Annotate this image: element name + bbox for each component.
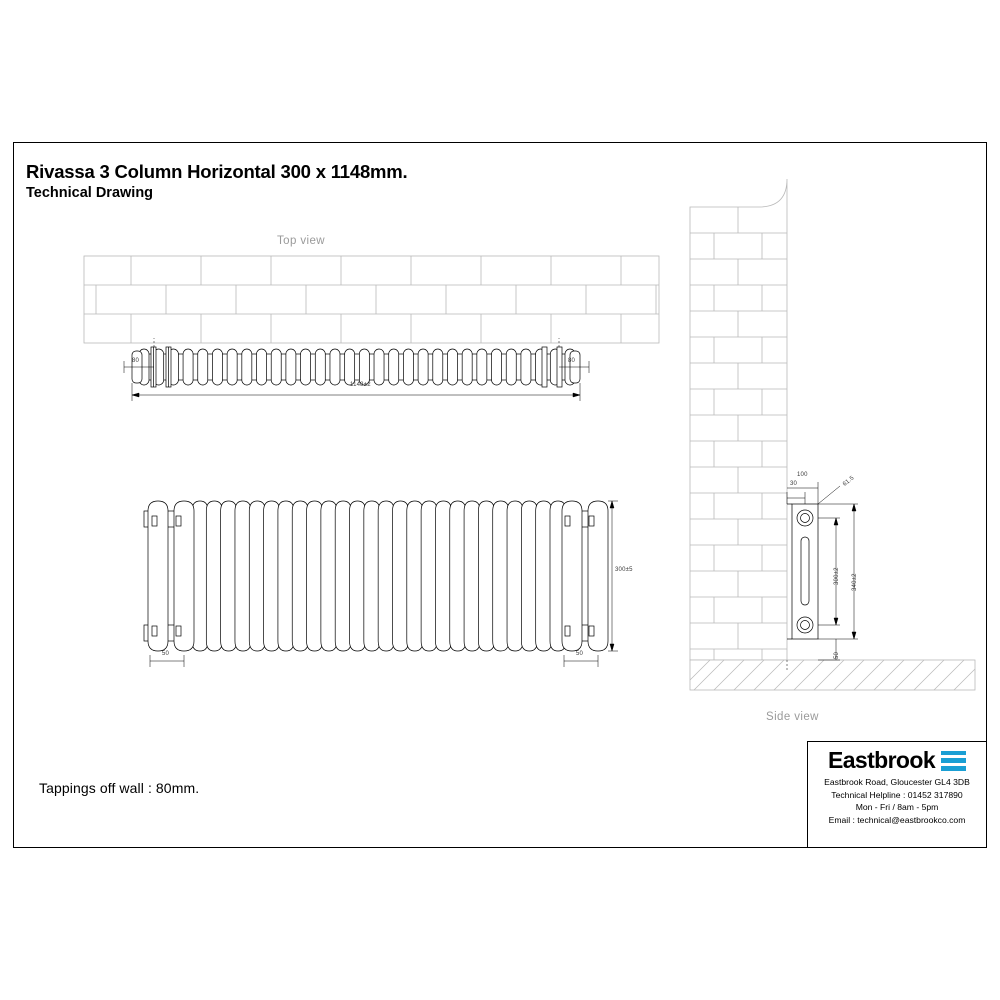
top-view-label: Top view: [277, 235, 325, 247]
dim-side-floor-gap: 50: [834, 651, 840, 659]
dim-front-height: 300±5: [615, 567, 633, 573]
top-view-radiator: [132, 347, 580, 387]
dim-top-right-tap: 80: [568, 358, 576, 364]
dim-top-overall-width: 1148±2: [350, 382, 371, 388]
dim-side-height-300: 300±2: [834, 567, 840, 585]
brand-name: Eastbrook: [827, 747, 936, 773]
tappings-note: Tappings off wall : 80mm.: [39, 780, 200, 796]
dim-side-height-overall: 340±2: [852, 573, 858, 591]
side-view-radiator: [787, 504, 818, 639]
contact-details: [808, 776, 986, 826]
side-view-label: Side view: [766, 711, 819, 723]
drawing-frame: [13, 142, 987, 848]
company-email: Email : technical@eastbrookco.com: [828, 814, 966, 825]
dim-side-depth-30: 30: [790, 481, 798, 487]
company-hours: Mon - Fri / 8am - 5pm: [855, 802, 939, 813]
side-view-brick-wall: [690, 179, 787, 660]
front-view-radiator: [144, 501, 608, 651]
company-helpline: Technical Helpline : 01452 317890: [831, 789, 963, 800]
company-address: Eastbrook Road, Gloucester GL4 3DB: [824, 777, 970, 787]
page-subtitle: Technical Drawing: [26, 185, 154, 201]
dim-side-depth-100: 100: [797, 472, 808, 478]
page-title: Rivassa 3 Column Horizontal 300 x 1148mm.: [26, 161, 408, 182]
dim-front-foot-right: 50: [576, 651, 584, 657]
top-view-wall-band: [84, 256, 659, 343]
dim-front-foot-left: 50: [162, 651, 170, 657]
company-info-block: [807, 741, 987, 848]
eastbrook-logo-icon: [941, 751, 966, 771]
side-view-floor: [690, 660, 975, 690]
dim-side-angle: 61.5: [842, 475, 856, 488]
dim-top-left-tap: 80: [132, 358, 140, 364]
brand-row: [808, 742, 986, 773]
